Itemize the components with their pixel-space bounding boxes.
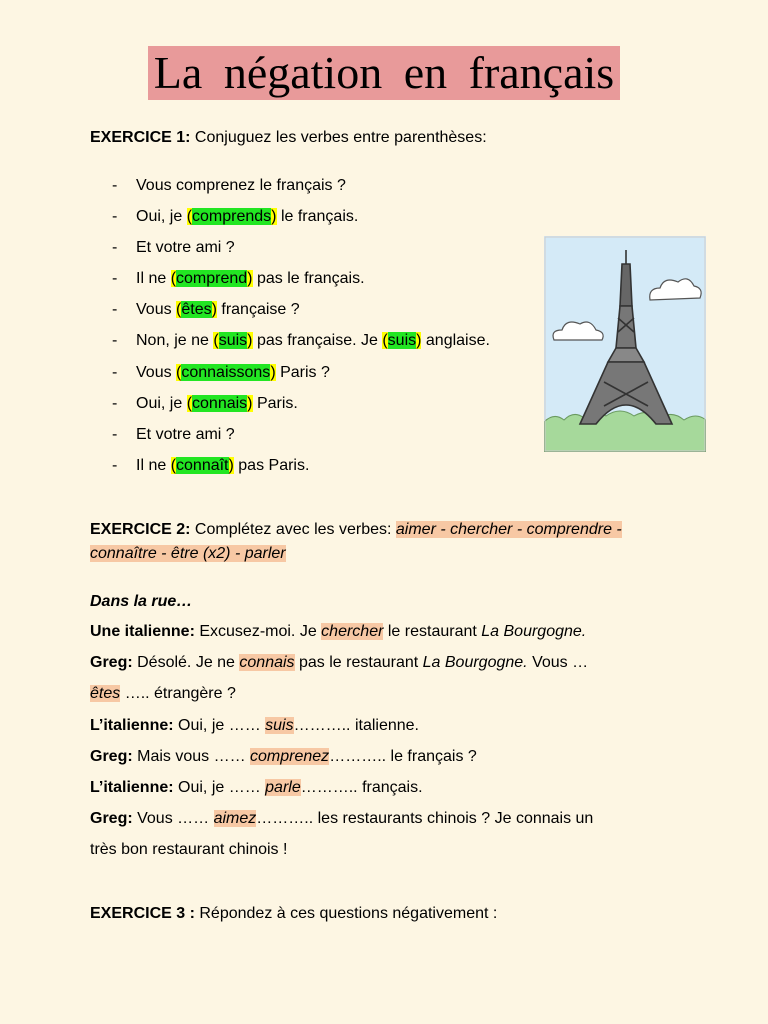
dialogue-line-1 [90, 622, 586, 642]
speaker: L’italienne: [90, 717, 174, 734]
exercise-2-label: EXERCICE 2: [90, 521, 191, 538]
list-item: - Oui, je (connais) Paris. [112, 395, 298, 412]
page-title: La négation en français [148, 46, 620, 100]
item-text: Vous [136, 301, 177, 318]
exercise-1-heading [90, 128, 487, 148]
answer: aimez [213, 810, 257, 827]
item-text: anglaise. [421, 332, 490, 349]
dialogue-text: ……….. français. [300, 779, 423, 796]
dialogue-line-8 [90, 840, 287, 860]
dialogue-text: Vous … [527, 654, 589, 671]
item-text: Oui, je [136, 208, 187, 225]
paren-open: ( [382, 332, 388, 349]
item-text: Paris. [252, 395, 298, 412]
item-text: pas française. Je [252, 332, 383, 349]
dialogue-line-5 [90, 747, 477, 767]
dialogue-text: ……….. italienne. [293, 717, 419, 734]
speaker: Greg: [90, 810, 133, 827]
verb-answer: comprend [176, 270, 248, 287]
paren-open: ( [176, 364, 182, 381]
list-item: - Oui, je (comprends) le français. [112, 208, 359, 225]
dialogue-line-4 [90, 716, 419, 736]
list-item: - Et votre ami ? [112, 426, 235, 443]
paren-open: ( [186, 208, 193, 225]
paren-open: ( [213, 332, 219, 349]
dialogue-line-2 [90, 653, 588, 673]
dialogue-text: Excusez-moi. Je [194, 623, 322, 640]
answer: êtes [90, 685, 121, 702]
exercise-2-verbs [90, 544, 286, 564]
dialogue-text: Oui, je …… [173, 717, 266, 734]
item-text: Non, je ne [136, 332, 214, 349]
verb-answer: comprends [192, 208, 272, 225]
item-text: Oui, je [136, 395, 187, 412]
verb-answer: connaît [176, 457, 229, 474]
restaurant-name: La Bourgogne. [422, 654, 528, 671]
item-text: Et votre ami ? [136, 239, 235, 256]
speaker: Greg: [90, 748, 133, 765]
answer: suis [265, 717, 294, 734]
paren-open: ( [170, 457, 177, 474]
dialogue-line-7 [90, 809, 593, 829]
dialogue-line-3 [90, 684, 236, 704]
dialogue-text: ….. étrangère ? [120, 685, 236, 702]
paren-open: ( [176, 301, 182, 318]
dialogue-text: Oui, je …… [173, 779, 266, 796]
title-container [0, 46, 768, 100]
item-text: Et votre ami ? [136, 426, 235, 443]
exercise-1-label: EXERCICE 1: [90, 129, 191, 146]
list-item: - Il ne (connaît) pas Paris. [112, 457, 310, 474]
paren-close: ) [247, 395, 253, 412]
answer: connais [239, 654, 295, 671]
paren-close: ) [211, 301, 217, 318]
verb-answer: suis [218, 332, 248, 349]
list-item: - Non, je ne (suis) pas française. Je (suis) anglaise. [112, 332, 490, 349]
speaker: Une italienne: [90, 623, 195, 640]
verb-list-line-2: connaître - être (x2) - parler [90, 545, 286, 562]
list-item: - Vous (êtes) française ? [112, 301, 300, 318]
verb-answer: connaissons [181, 364, 271, 381]
item-text: Paris ? [275, 364, 330, 381]
paren-close: ) [270, 364, 276, 381]
dialogue-text: ……….. le français ? [329, 748, 477, 765]
paren-close: ) [416, 332, 422, 349]
list-item: - Vous (connaissons) Paris ? [112, 364, 330, 381]
list-item: - Vous comprenez le français ? [112, 177, 346, 194]
exercise-2-heading [90, 520, 622, 540]
dialogue-text: le restaurant [383, 623, 482, 640]
answer: comprenez [250, 748, 330, 765]
dialogue-text: Mais vous …… [132, 748, 251, 765]
speaker: L’italienne: [90, 779, 174, 796]
dialogue-text: très bon restaurant chinois ! [90, 841, 288, 858]
paren-close: ) [228, 457, 234, 474]
exercise-2-instruction: Complétez avec les verbes: [190, 521, 396, 538]
verb-list-line-1: aimer - chercher - comprendre - [395, 521, 622, 538]
paren-close: ) [271, 208, 277, 225]
item-text: Vous [136, 364, 177, 381]
item-text: Il ne [136, 270, 171, 287]
scene-title [90, 592, 192, 612]
dialogue-text: ……….. les restaurants chinois ? Je connais un [256, 810, 594, 827]
answer: parle [265, 779, 301, 796]
item-text: Il ne [136, 457, 171, 474]
dialogue-text: pas le restaurant [294, 654, 423, 671]
verb-answer: êtes [181, 301, 212, 318]
speaker: Greg: [90, 654, 133, 671]
verb-answer: connais [192, 395, 248, 412]
dialogue-text: Désolé. Je ne [132, 654, 240, 671]
item-text: pas Paris. [233, 457, 310, 474]
answer: chercher [321, 623, 384, 640]
dialogue-text: Vous …… [132, 810, 214, 827]
item-text: française ? [216, 301, 300, 318]
restaurant-name: La Bourgogne. [481, 623, 587, 640]
paren-open: ( [186, 395, 193, 412]
eiffel-tower-illustration [544, 236, 706, 452]
item-text: pas le français. [252, 270, 365, 287]
list-item: - Il ne (comprend) pas le français. [112, 270, 365, 287]
exercise-1-instruction: Conjuguez les verbes entre parenthèses: [190, 129, 487, 146]
paren-open: ( [170, 270, 177, 287]
item-text: le français. [276, 208, 359, 225]
exercise-3-heading [90, 904, 497, 924]
paren-close: ) [247, 270, 253, 287]
list-item: - Et votre ami ? [112, 239, 235, 256]
exercise-3-label: EXERCICE 3 : [90, 905, 195, 922]
scene-title-text: Dans la rue… [90, 593, 193, 610]
paren-close: ) [247, 332, 253, 349]
dialogue-line-6 [90, 778, 423, 798]
item-text: Vous comprenez le français ? [136, 177, 346, 194]
exercise-3-instruction: Répondez à ces questions négativement : [194, 905, 498, 922]
verb-answer: suis [387, 332, 417, 349]
